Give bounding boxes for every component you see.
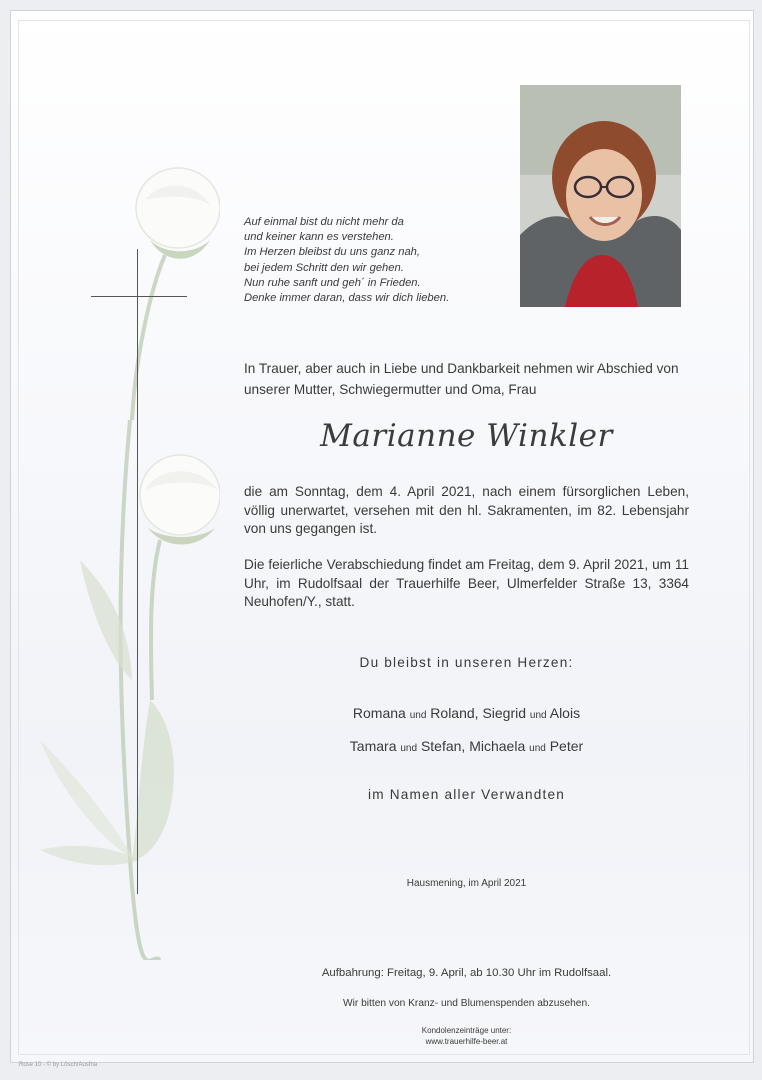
family-name: Alois	[549, 705, 581, 721]
poem-line: Auf einmal bist du nicht mehr da	[244, 216, 404, 228]
poem-line: Im Herzen bleibst du uns ganz nah,	[244, 246, 420, 259]
white-rose-illustration	[20, 160, 220, 960]
poem-line: und keiner kann es verstehen.	[244, 231, 394, 244]
und-word: und	[529, 710, 547, 721]
und-word: und	[529, 743, 546, 754]
und-word: und	[400, 743, 418, 754]
deceased-name: Marianne Winkler	[320, 418, 613, 454]
family-line	[244, 738, 689, 754]
condolence-label: Kondolenzeinträge unter:	[421, 1026, 512, 1035]
poem-line: Nun ruhe sanft und geh´ in Frieden.	[244, 276, 421, 289]
poem	[244, 215, 514, 306]
family-name: Peter	[549, 738, 584, 754]
place-date: Hausmening, im April 2021	[406, 878, 527, 889]
cross-vertical	[137, 249, 138, 894]
family-line	[244, 705, 689, 721]
portrait-photo	[520, 85, 681, 307]
remain-line: Du bleibst in unseren Herzen:	[359, 655, 574, 670]
footer-code: Rose 10 - © by Lösch/Ausfna	[19, 1062, 98, 1068]
death-notice: die am Sonntag, dem 4. April 2021, nach einem fürsorglichen Leben, völlig unerwartet, versehen mit den hl. Sakramenten, im 82. Lebensjahr von uns gegangen ist.	[244, 484, 689, 536]
family-name: Roland, Siegrid	[430, 705, 527, 721]
cross-horizontal	[91, 296, 187, 297]
family-name: Tamara	[349, 738, 397, 754]
flower-request: Wir bitten von Kranz- und Blumenspenden abzusehen.	[343, 998, 590, 1009]
poem-line: Denke immer daran, dass wir dich lieben.	[244, 292, 450, 305]
ceremony-notice: Die feierliche Verabschiedung findet am Freitag, dem 9. April 2021, um 11 Uhr, im Rudolfsaal der Trauerhilfe Beer, Ulmerfelder Straße 13, 3364 Neuhofen/Y., statt.	[244, 557, 689, 609]
intro-text: In Trauer, aber auch in Liebe und Dankbarkeit nehmen wir Abschied von unserer Mutter, Schwiegermutter und Oma, Frau	[244, 361, 679, 397]
viewing-info: Aufbahrung: Freitag, 9. April, ab 10.30 Uhr im Rudolfsaal.	[321, 967, 612, 979]
condolence-info	[244, 1025, 689, 1047]
family-name: Stefan, Michaela	[420, 738, 526, 754]
family-name: Romana	[352, 705, 406, 721]
poem-line: bei jedem Schritt den wir gehen.	[244, 261, 404, 274]
relatives-line: im Namen aller Verwandten	[368, 787, 565, 802]
condolence-url[interactable]: www.trauerhilfe-beer.at	[425, 1037, 508, 1046]
und-word: und	[409, 710, 427, 721]
